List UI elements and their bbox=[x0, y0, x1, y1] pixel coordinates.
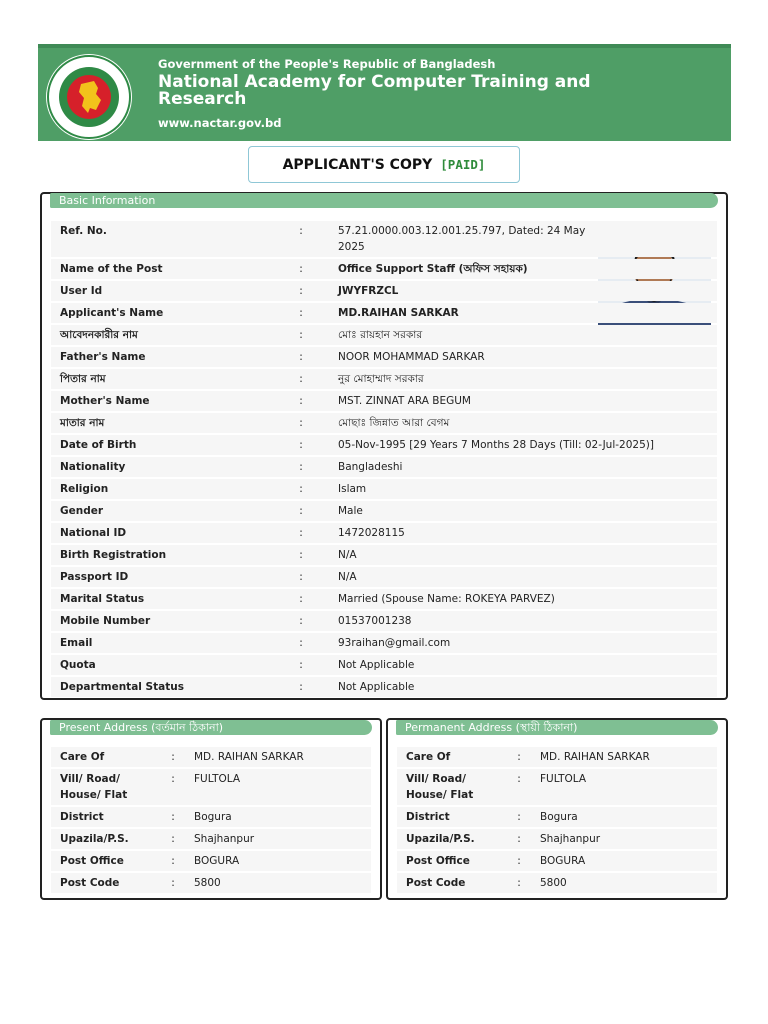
table-row bbox=[51, 633, 717, 653]
field-value: MD.RAIHAN SARKAR bbox=[329, 303, 717, 323]
field-label: Post Office bbox=[51, 851, 161, 871]
field-label: Vill/ Road/ House/ Flat bbox=[397, 769, 507, 805]
field-value: 01537001238 bbox=[329, 611, 717, 631]
field-separator: : bbox=[507, 873, 531, 893]
present-address-table bbox=[51, 745, 371, 895]
paid-status-badge: [PAID] bbox=[440, 157, 486, 172]
field-value: N/A bbox=[329, 567, 717, 587]
field-separator: : bbox=[161, 829, 185, 849]
government-name: Government of the People's Republic of Bangladesh bbox=[158, 57, 496, 71]
field-label: Father's Name bbox=[51, 347, 273, 367]
field-separator: : bbox=[273, 457, 329, 477]
field-value: মোঃ রায়হান সরকার bbox=[329, 325, 717, 345]
table-row bbox=[51, 851, 371, 871]
field-value: 5800 bbox=[185, 873, 371, 893]
table-row bbox=[51, 655, 717, 675]
field-label: National ID bbox=[51, 523, 273, 543]
field-value: Not Applicable bbox=[329, 655, 717, 675]
table-row bbox=[51, 523, 717, 543]
table-row bbox=[51, 677, 717, 697]
field-separator: : bbox=[273, 303, 329, 323]
field-label: Nationality bbox=[51, 457, 273, 477]
field-separator: : bbox=[507, 747, 531, 767]
field-value: MST. ZINNAT ARA BEGUM bbox=[329, 391, 717, 411]
table-row bbox=[51, 413, 717, 433]
field-label: User Id bbox=[51, 281, 273, 301]
table-row bbox=[51, 435, 717, 455]
field-separator: : bbox=[273, 677, 329, 697]
field-separator: : bbox=[273, 523, 329, 543]
academy-name: National Academy for Computer Training and Research bbox=[158, 72, 591, 109]
field-value: Bangladeshi bbox=[329, 457, 717, 477]
field-separator: : bbox=[273, 391, 329, 411]
field-separator: : bbox=[273, 435, 329, 455]
permanent-address-table bbox=[397, 745, 717, 895]
field-value: 05-Nov-1995 [29 Years 7 Months 28 Days (Till: 02-Jul-2025)] bbox=[329, 435, 717, 455]
field-value: MD. RAIHAN SARKAR bbox=[185, 747, 371, 767]
table-row bbox=[51, 589, 717, 609]
field-separator: : bbox=[507, 829, 531, 849]
field-separator: : bbox=[507, 807, 531, 827]
field-value: Not Applicable bbox=[329, 677, 717, 697]
field-value: Married (Spouse Name: ROKEYA PARVEZ) bbox=[329, 589, 717, 609]
table-row bbox=[51, 501, 717, 521]
field-label: Passport ID bbox=[51, 567, 273, 587]
field-separator: : bbox=[161, 873, 185, 893]
table-row bbox=[51, 457, 717, 477]
table-row bbox=[51, 769, 371, 805]
field-label: Marital Status bbox=[51, 589, 273, 609]
field-separator: : bbox=[273, 479, 329, 499]
table-row bbox=[51, 281, 717, 301]
field-value: JWYFRZCL bbox=[329, 281, 717, 301]
field-separator: : bbox=[507, 769, 531, 805]
table-row bbox=[397, 851, 717, 871]
field-separator: : bbox=[161, 851, 185, 871]
field-value: N/A bbox=[329, 545, 717, 565]
basic-information-table bbox=[51, 219, 717, 699]
field-separator: : bbox=[273, 545, 329, 565]
field-separator: : bbox=[273, 413, 329, 433]
field-label: Care Of bbox=[51, 747, 161, 767]
field-label: Upazila/P.S. bbox=[51, 829, 161, 849]
table-row bbox=[51, 369, 717, 389]
field-separator: : bbox=[273, 501, 329, 521]
field-separator: : bbox=[273, 611, 329, 631]
field-value: 1472028115 bbox=[329, 523, 717, 543]
table-row bbox=[51, 259, 717, 279]
field-label: পিতার নাম bbox=[51, 369, 273, 389]
field-separator: : bbox=[507, 851, 531, 871]
table-row bbox=[51, 325, 717, 345]
government-seal-icon bbox=[46, 54, 132, 140]
website-link[interactable]: www.nactar.gov.bd bbox=[158, 116, 282, 130]
field-separator: : bbox=[273, 259, 329, 279]
field-label: Mother's Name bbox=[51, 391, 273, 411]
basic-information-heading: Basic Information bbox=[50, 193, 718, 208]
field-label: District bbox=[397, 807, 507, 827]
field-value: Male bbox=[329, 501, 717, 521]
table-row bbox=[397, 769, 717, 805]
field-label: Religion bbox=[51, 479, 273, 499]
field-label: Post Office bbox=[397, 851, 507, 871]
field-value: নুর মোহাম্মাদ সরকার bbox=[329, 369, 717, 389]
field-label: District bbox=[51, 807, 161, 827]
field-separator: : bbox=[161, 769, 185, 805]
field-value: 93raihan@gmail.com bbox=[329, 633, 717, 653]
field-separator: : bbox=[273, 589, 329, 609]
table-row bbox=[397, 829, 717, 849]
field-label: Departmental Status bbox=[51, 677, 273, 697]
field-value: MD. RAIHAN SARKAR bbox=[531, 747, 717, 767]
field-separator: : bbox=[273, 567, 329, 587]
field-value: FULTOLA bbox=[185, 769, 371, 805]
table-row bbox=[51, 545, 717, 565]
field-label: Post Code bbox=[51, 873, 161, 893]
field-separator: : bbox=[273, 369, 329, 389]
field-label: Vill/ Road/ House/ Flat bbox=[51, 769, 161, 805]
field-label: Ref. No. bbox=[51, 221, 273, 257]
copy-title: APPLICANT'S COPY bbox=[282, 156, 433, 173]
table-row bbox=[51, 611, 717, 631]
field-value: BOGURA bbox=[531, 851, 717, 871]
field-value: 5800 bbox=[531, 873, 717, 893]
table-row bbox=[51, 747, 371, 767]
table-row bbox=[397, 807, 717, 827]
table-row bbox=[51, 303, 717, 323]
table-row bbox=[51, 567, 717, 587]
field-label: Mobile Number bbox=[51, 611, 273, 631]
applicant-copy-box bbox=[248, 146, 520, 183]
field-label: Email bbox=[51, 633, 273, 653]
table-row bbox=[51, 829, 371, 849]
table-row bbox=[397, 873, 717, 893]
table-row bbox=[51, 347, 717, 367]
field-separator: : bbox=[273, 347, 329, 367]
field-separator: : bbox=[161, 747, 185, 767]
field-label: Quota bbox=[51, 655, 273, 675]
field-label: Applicant's Name bbox=[51, 303, 273, 323]
field-separator: : bbox=[273, 655, 329, 675]
field-value: Shajhanpur bbox=[185, 829, 371, 849]
table-row bbox=[397, 747, 717, 767]
field-value: মোছাঃ জিন্নাত আরা বেগম bbox=[329, 413, 717, 433]
field-label: Birth Registration bbox=[51, 545, 273, 565]
field-value: 57.21.0000.003.12.001.25.797, Dated: 24 May 2025 bbox=[329, 221, 717, 257]
table-row bbox=[51, 391, 717, 411]
field-separator: : bbox=[161, 807, 185, 827]
field-value: Bogura bbox=[531, 807, 717, 827]
field-label: Care Of bbox=[397, 747, 507, 767]
field-label: Date of Birth bbox=[51, 435, 273, 455]
field-value: BOGURA bbox=[185, 851, 371, 871]
table-row bbox=[51, 479, 717, 499]
table-row bbox=[51, 873, 371, 893]
field-separator: : bbox=[273, 633, 329, 653]
field-value: NOOR MOHAMMAD SARKAR bbox=[329, 347, 717, 367]
field-separator: : bbox=[273, 221, 329, 257]
field-label: Upazila/P.S. bbox=[397, 829, 507, 849]
field-separator: : bbox=[273, 281, 329, 301]
table-row bbox=[51, 221, 717, 257]
field-label: Gender bbox=[51, 501, 273, 521]
field-value: Islam bbox=[329, 479, 717, 499]
table-row bbox=[51, 807, 371, 827]
field-value: Bogura bbox=[185, 807, 371, 827]
field-label: আবেদনকারীর নাম bbox=[51, 325, 273, 345]
field-label: মাতার নাম bbox=[51, 413, 273, 433]
field-label: Post Code bbox=[397, 873, 507, 893]
header-banner bbox=[38, 44, 731, 141]
field-separator: : bbox=[273, 325, 329, 345]
field-label: Name of the Post bbox=[51, 259, 273, 279]
field-value: Office Support Staff (অফিস সহায়ক) bbox=[329, 259, 717, 279]
field-value: Shajhanpur bbox=[531, 829, 717, 849]
present-address-heading: Present Address (বর্তমান ঠিকানা) bbox=[50, 720, 372, 735]
permanent-address-heading: Permanent Address (স্থায়ী ঠিকানা) bbox=[396, 720, 718, 735]
field-value: FULTOLA bbox=[531, 769, 717, 805]
